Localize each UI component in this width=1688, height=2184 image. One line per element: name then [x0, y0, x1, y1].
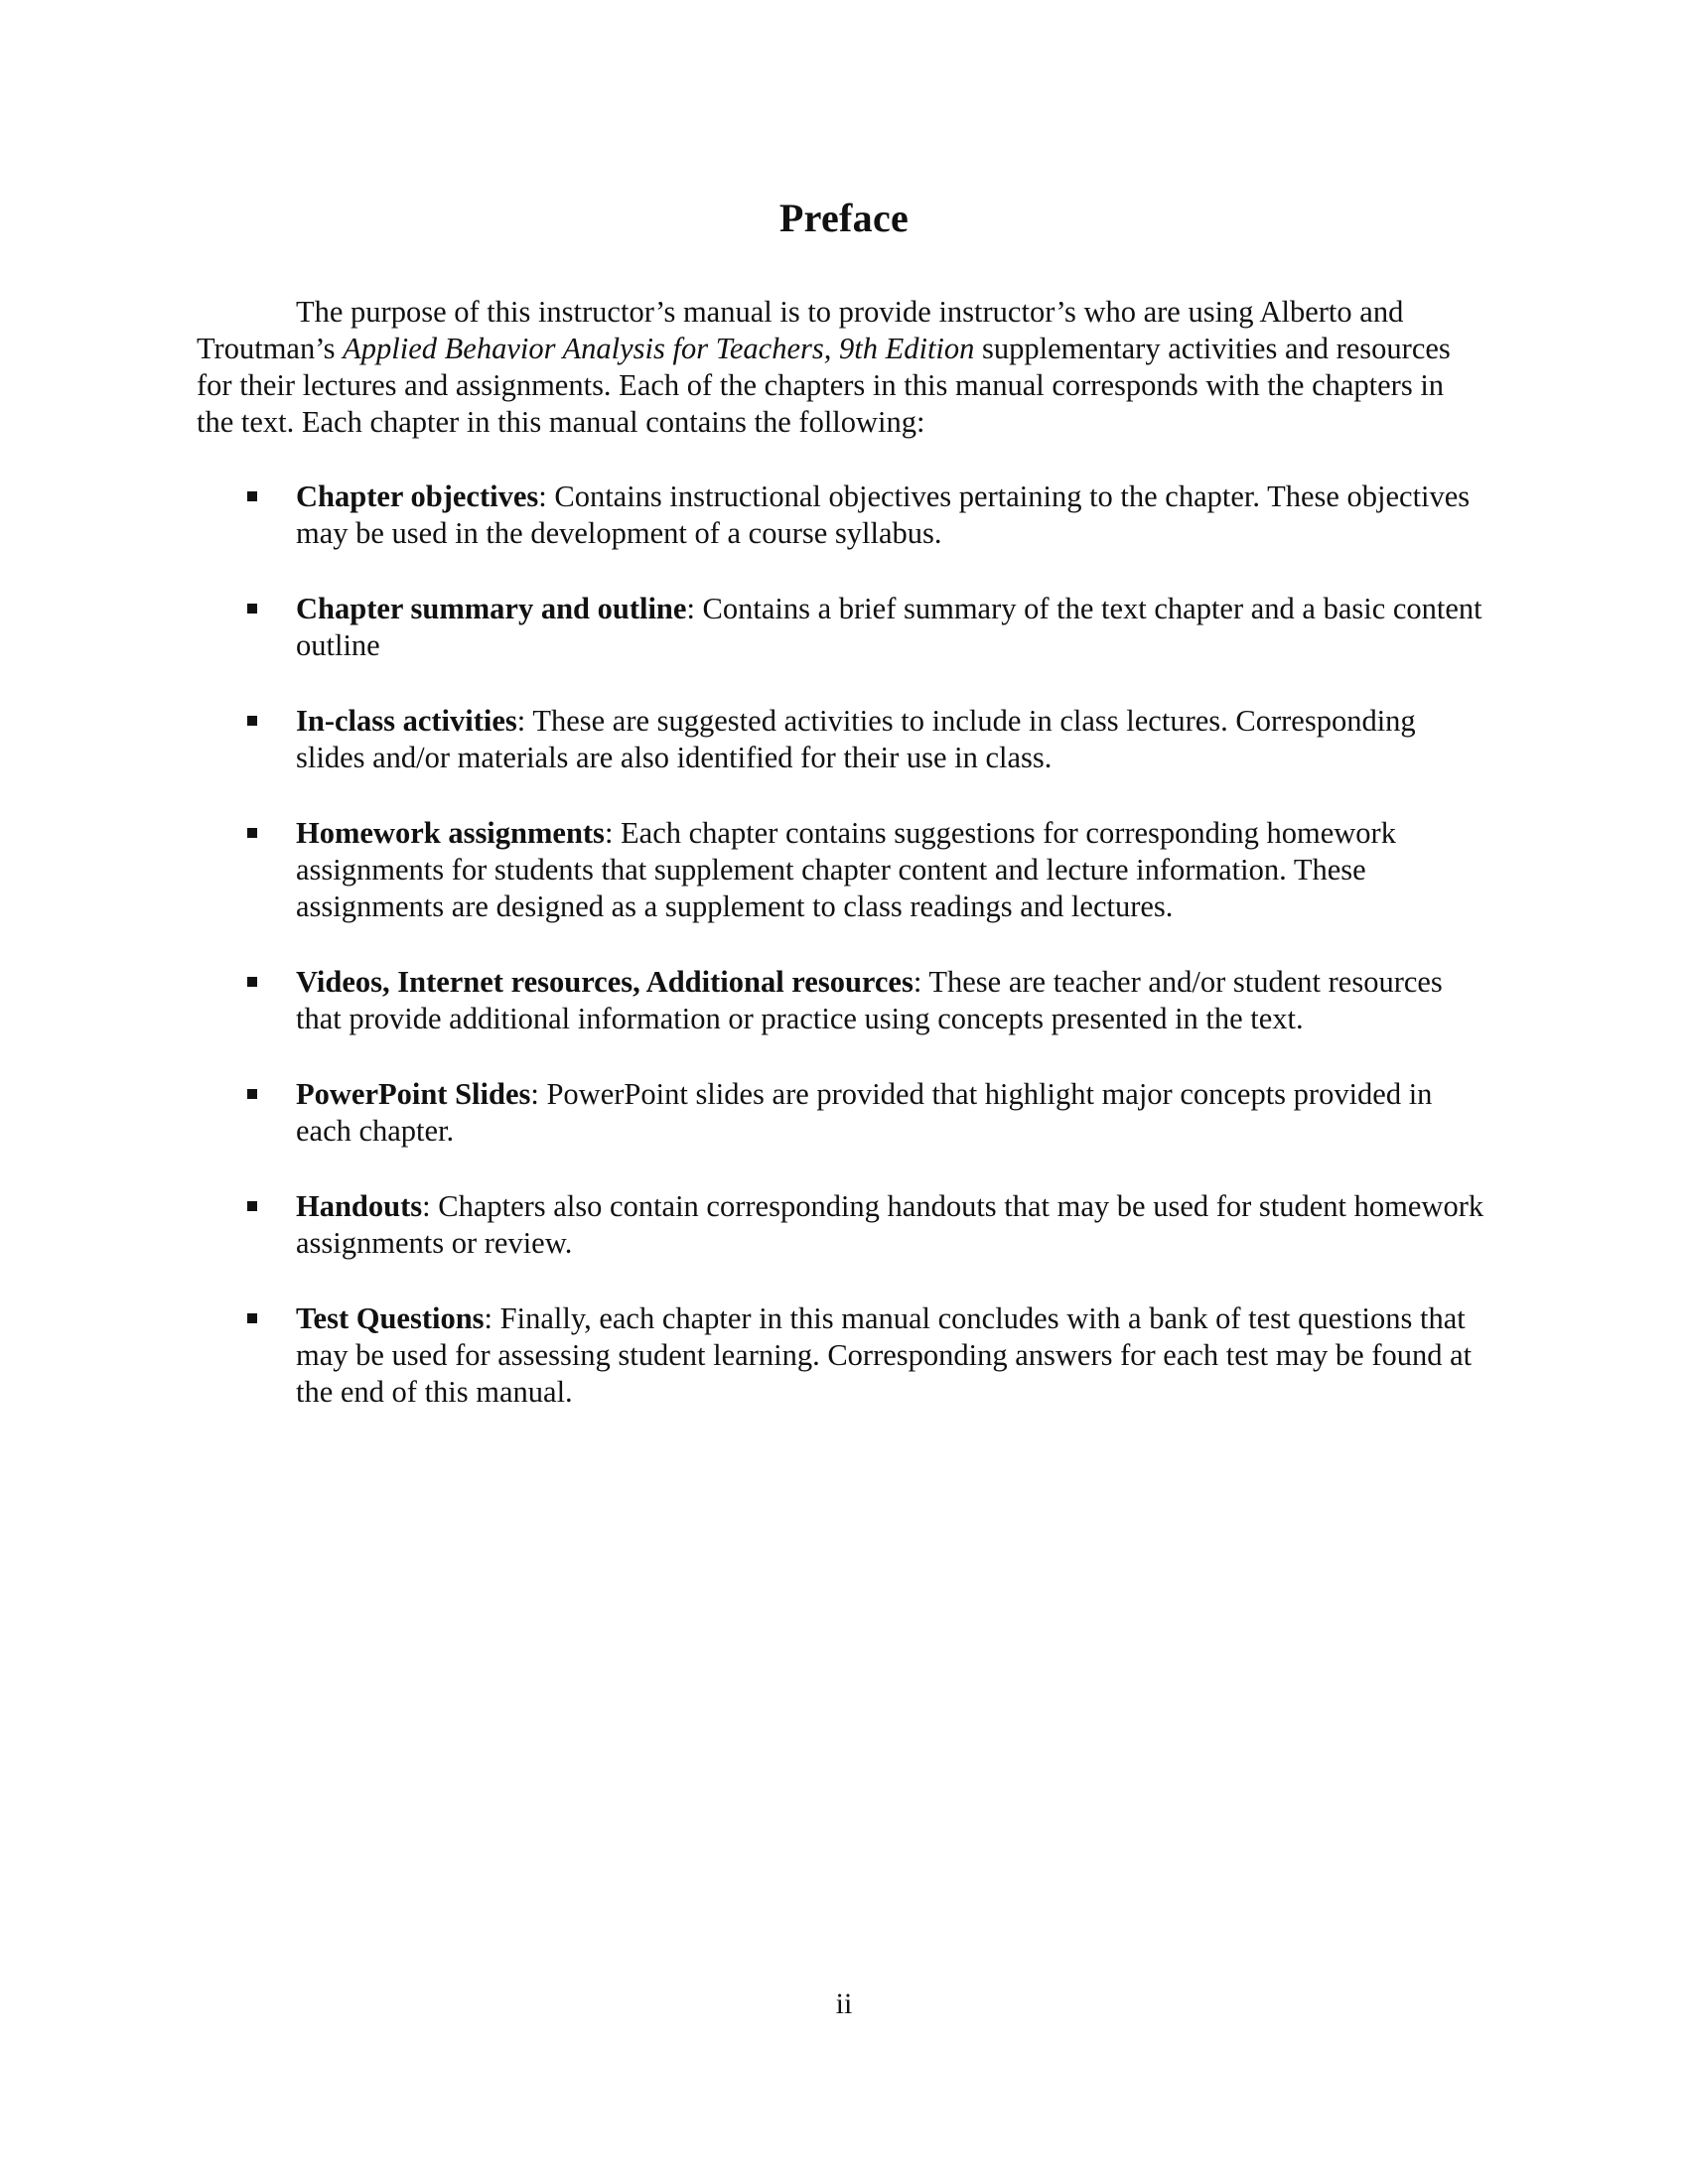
item-term: Homework assignments: [296, 816, 605, 850]
intro-paragraph: [197, 294, 1487, 441]
item-description: : Finally, each chapter in this manual concludes with a bank of test questions that may be used for assessing student learning. Corresponding answers for each test may be found at the end of this manual.: [296, 1301, 1473, 1409]
list-item: [197, 1300, 1487, 1411]
list-item: [197, 1076, 1487, 1150]
item-term: Videos, Internet resources, Additional resources: [296, 965, 914, 999]
square-bullet-icon: [247, 828, 257, 838]
square-bullet-icon: [247, 1089, 257, 1099]
book-title: Applied Behavior Analysis for Teachers, 9th Edition: [343, 332, 975, 365]
square-bullet-icon: [247, 977, 257, 987]
item-term: Handouts: [296, 1189, 423, 1223]
square-bullet-icon: [247, 716, 257, 726]
item-description: : These are suggested activities to include in class lectures. Corresponding slides and/or materials are also identified for their use in class.: [296, 704, 1416, 774]
item-term: Test Questions: [296, 1301, 485, 1335]
item-term: Chapter summary and outline: [296, 592, 687, 625]
item-description: : Chapters also contain corresponding handouts that may be used for student homework assignments or review.: [296, 1189, 1484, 1260]
list-item: [197, 964, 1487, 1037]
square-bullet-icon: [247, 1201, 257, 1211]
list-item: [197, 1188, 1487, 1262]
item-description: : These are teacher and/or student resources that provide additional information or practice using concepts presented in the text.: [296, 965, 1443, 1035]
list-item: [197, 591, 1487, 664]
item-term: PowerPoint Slides: [296, 1077, 531, 1111]
list-item: [197, 815, 1487, 925]
item-description: : Contains instructional objectives pertaining to the chapter. These objectives may be used in the development of a course syllabus.: [296, 479, 1471, 550]
item-description: : Each chapter contains suggestions for corresponding homework assignments for students that supplement chapter content and lecture information. These assignments are designed as a supplement to class readings and lectures.: [296, 816, 1396, 923]
square-bullet-icon: [247, 491, 257, 501]
page-number: ii: [835, 1987, 853, 2020]
square-bullet-icon: [247, 1313, 257, 1323]
list-item: [197, 478, 1487, 552]
intro-text-start: The purpose of this instructor’s manual is to provide instructor’s who are using Alberto and Troutman’s: [197, 295, 1404, 365]
item-term: In-class activities: [296, 704, 517, 738]
page-title: Preface: [778, 196, 910, 240]
item-description: : PowerPoint slides are provided that highlight major concepts provided in each chapter.: [296, 1077, 1433, 1148]
square-bullet-icon: [247, 604, 257, 614]
list-item: [197, 703, 1487, 776]
intro-text-end: supplementary activities and resources for their lectures and assignments. Each of the chapters in this manual corresponds with the chapters in the text. Each chapter in this manual contains the following:: [197, 332, 1451, 439]
item-description: : Contains a brief summary of the text chapter and a basic content outline: [296, 592, 1482, 662]
contents-list: [197, 478, 1487, 1449]
item-term: Chapter objectives: [296, 479, 539, 513]
